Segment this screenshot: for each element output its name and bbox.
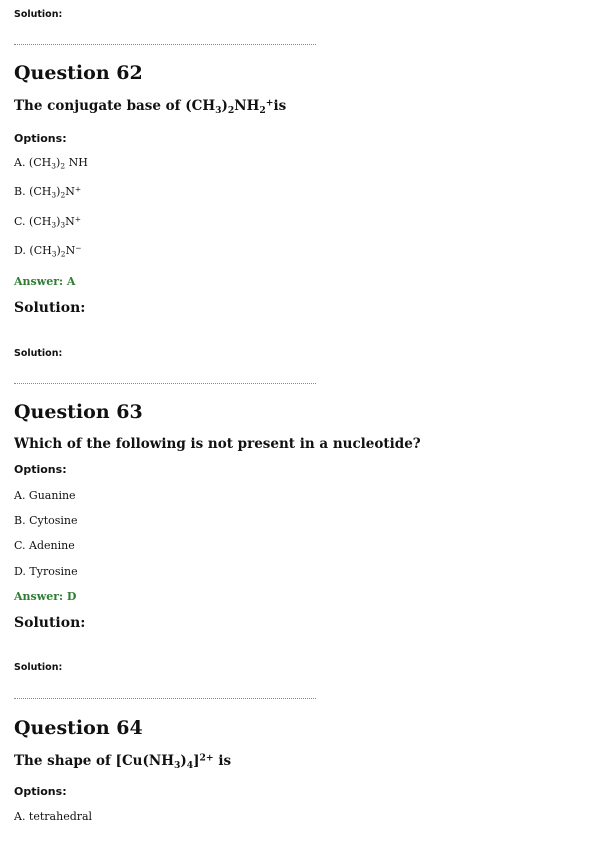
- options-label: Options:: [14, 785, 67, 798]
- question-title: Question 62: [14, 62, 143, 84]
- question-title: Question 63: [14, 401, 143, 423]
- divider: [14, 698, 316, 699]
- question-text: Which of the following is not present in a nucleotide?: [14, 436, 421, 452]
- option-b: B. $(CH_3)_2N^+$: [14, 184, 82, 200]
- answer-label: Answer: D: [14, 590, 77, 603]
- option-b: B. Cytosine: [14, 514, 78, 527]
- option-c: C. $(CH_3)_3N^+$: [14, 214, 82, 230]
- question-title: Question 64: [14, 717, 143, 739]
- options-label: Options:: [14, 132, 67, 145]
- option-a: A. tetrahedral: [14, 810, 93, 823]
- solution-heading: Solution:: [14, 300, 86, 316]
- option-d: D. Tyrosine: [14, 565, 78, 578]
- question-text: The conjugate base of $(CH_3)_2NH_2^+is$: [14, 97, 287, 117]
- divider: [14, 44, 316, 45]
- solution-small-label: Solution:: [14, 9, 63, 20]
- options-label: Options:: [14, 463, 67, 476]
- question-text: The shape of $[Cu(NH_3)_4]^{2+}$ is: [14, 752, 232, 772]
- option-d: D. $(CH_3)_2N^-$: [14, 243, 82, 259]
- divider: [14, 383, 316, 384]
- solution-small-label: Solution:: [14, 348, 63, 359]
- answer-label: Answer: A: [14, 275, 76, 288]
- solution-small-label: Solution:: [14, 662, 63, 673]
- option-a: A. $(CH_3)_2$ NH: [14, 156, 88, 171]
- option-a: A. Guanine: [14, 489, 76, 502]
- option-c: C. Adenine: [14, 539, 75, 552]
- solution-heading: Solution:: [14, 615, 86, 631]
